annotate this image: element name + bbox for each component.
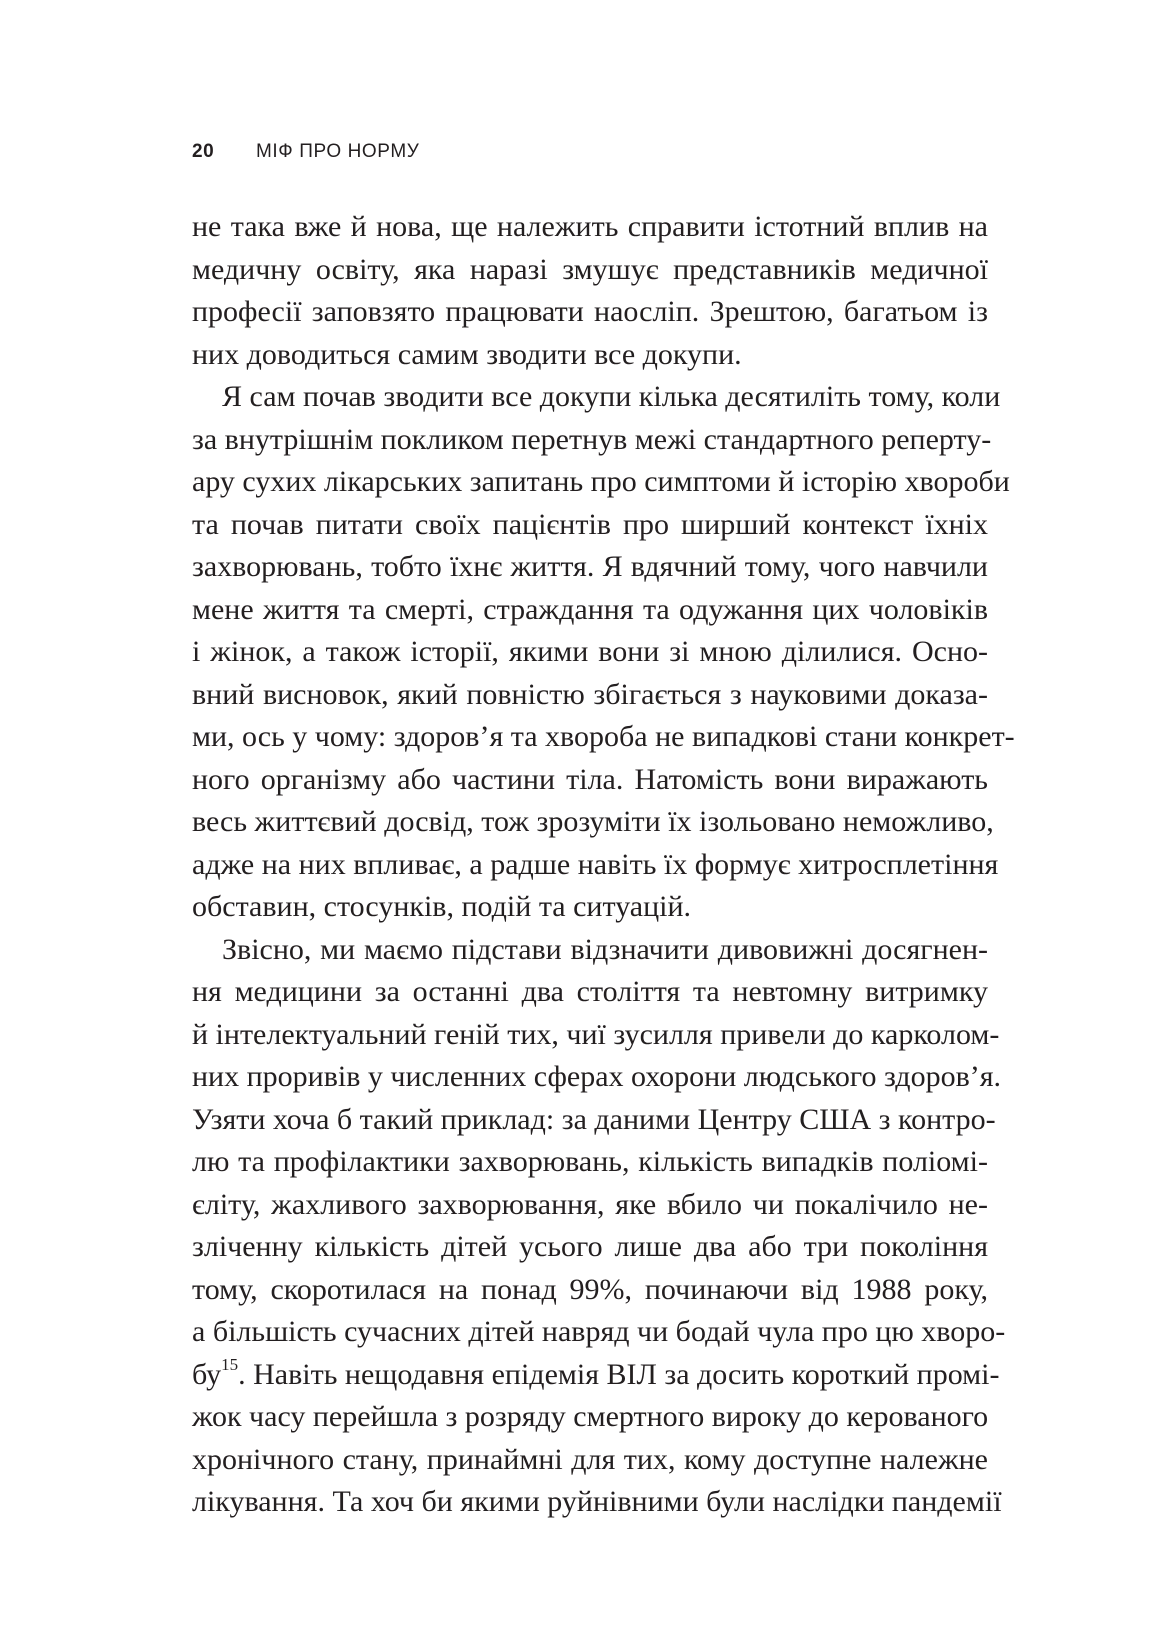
running-head — [192, 141, 419, 163]
text-line: них проривів у численних сферах охорони людського здоров’я. — [192, 1060, 1002, 1093]
page-number: 20 — [192, 141, 215, 162]
text-line: них доводиться самим зводити все докупи. — [192, 337, 742, 371]
text-line: та почав питати своїх пацієнтів про ширший контекст їхніх — [192, 507, 988, 541]
text-line: адже на них впливає, а радше навіть їх формує хитросплетіння — [192, 847, 999, 881]
text-line: вний висновок, який повністю збігається з науковими доказа- — [192, 677, 988, 711]
text-line: ми, ось у чому: здоров’я та хвороба не випадкові стани конкрет- — [192, 720, 1015, 753]
text-line: весь життєвий досвід, тож зрозуміти їх ізольовано неможливо, — [192, 805, 994, 838]
text-line: медичну освіту, яка наразі змушує представників медичної — [192, 252, 988, 286]
text-line: Узяти хоча б такий приклад: за даними Центру США з контро- — [192, 1102, 996, 1136]
text-line: жок часу перейшла з розряду смертного вироку до керованого — [192, 1400, 989, 1433]
text-line: ного організму або частини тіла. Натомість вони виражають — [192, 762, 988, 796]
text-line: а більшість сучасних дітей навряд чи бодай чула про цю хворо- — [192, 1315, 1006, 1348]
text-line: лю та профілактики захворювань, кількість випадків поліомі- — [192, 1145, 988, 1178]
text-line: тому, скоротилася на понад 99%, починаючи від 1988 року, — [192, 1272, 988, 1306]
text-line: не така вже й нова, ще належить справити істотний вплив на — [192, 210, 988, 243]
footnote-reference[interactable]: 15 — [221, 1354, 239, 1374]
text-line: Я сам почав зводити все докупи кілька десятиліть тому, коли — [222, 380, 1001, 413]
text-line: ару сухих лікарських запитань про симптоми й історію хвороби — [192, 465, 1010, 498]
text-line: лікування. Та хоч би якими руйнівними були наслідки пандемії — [192, 1485, 1002, 1518]
text-line: і жінок, а також історії, якими вони зі мною ділилися. Осно- — [192, 635, 988, 668]
text-line: мене життя та смерті, страждання та одужання цих чоловіків — [192, 592, 988, 626]
text-line: єліту, жахливого захворювання, яке вбило чи покалічило не- — [192, 1187, 988, 1221]
text-line: за внутрішнім покликом перетнув межі стандартного реперту- — [192, 422, 992, 456]
text-line: й інтелектуальний геній тих, чиї зусилля привели до карколом- — [192, 1017, 1000, 1051]
text-fragment: бу — [192, 1357, 222, 1391]
text-line: Звісно, ми маємо підстави відзначити дивовижні досягнен- — [222, 932, 988, 966]
book-title: МІФ ПРО НОРМУ — [256, 141, 420, 162]
text-line: ня медицини за останні два століття та невтомну витримку — [192, 975, 988, 1008]
text-line: обставин, стосунків, подій та ситуацій. — [192, 890, 692, 923]
text-line: захворювань, тобто їхнє життя. Я вдячний тому, чого навчили — [192, 550, 988, 583]
text-line: професії заповзято працювати наосліп. Зрештою, багатьом із — [192, 295, 988, 328]
text-line: хронічного стану, принаймні для тих, кому доступне належне — [192, 1442, 988, 1476]
text-fragment: . Навіть нещодавня епідемія ВІЛ за досить короткий промі- — [238, 1357, 1000, 1391]
text-line: зліченну кількість дітей усього лише два або три покоління — [192, 1230, 988, 1263]
body-text — [192, 206, 1015, 1524]
text-line-with-footnote — [192, 1354, 1000, 1397]
